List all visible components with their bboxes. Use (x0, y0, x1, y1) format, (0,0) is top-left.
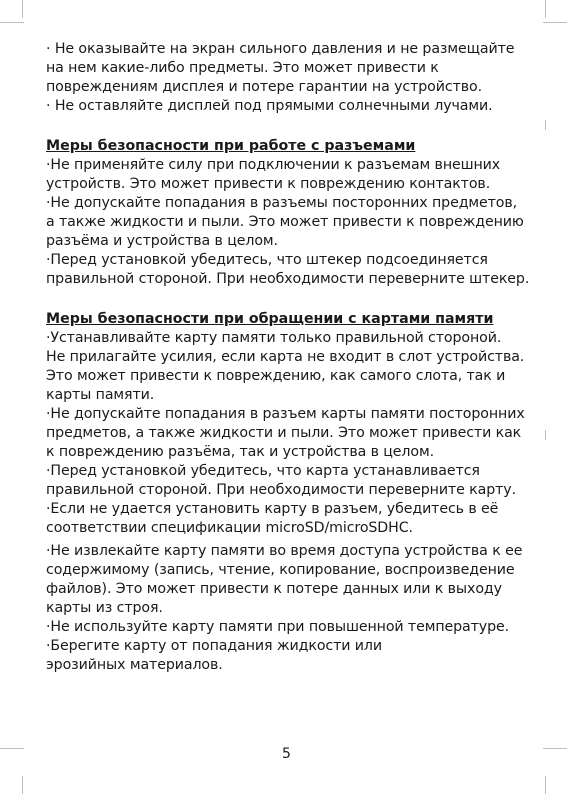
text-line: разъёма и устройства в целом. (46, 233, 278, 249)
section-display-safety (46, 40, 536, 116)
text-line: на нем какие-либо предметы. Это может привести к (46, 60, 439, 76)
page-number: 5 (282, 746, 291, 762)
text-line: устройств. Это может привести к повреждению контактов. (46, 176, 491, 192)
text-line: а также жидкости и пыли. Это может привести к повреждению (46, 214, 524, 230)
text-line: правильной стороной. При необходимости переверните карту. (46, 482, 516, 498)
text-line: ·Перед установкой убедитесь, что штекер подсоединяется (46, 252, 488, 268)
section-heading: Меры безопасности при работе с разъемами (46, 138, 416, 154)
crop-mark (22, 776, 23, 794)
text-line: карты памяти. (46, 387, 155, 403)
text-line: ·Не применяйте силу при подключении к разъемам внешних (46, 157, 501, 173)
crop-mark (545, 120, 546, 130)
crop-mark (545, 430, 546, 440)
text-line: Не прилагайте усилия, если карта не входит в слот устройства. (46, 349, 525, 365)
text-line: предметов, а также жидкости и пыли. Это может привести как (46, 425, 522, 441)
section-connectors (46, 137, 536, 289)
text-line: правильной стороной. При необходимости переверните штекер. (46, 271, 530, 287)
text-line: ·Не извлекайте карту памяти во время доступа устройства к ее (46, 543, 523, 559)
text-line: ·Берегите карту от попадания жидкости или (46, 638, 383, 654)
section-memory-cards (46, 310, 536, 675)
crop-mark (0, 22, 24, 23)
text-line: ·Устанавливайте карту памяти только правильной стороной. (46, 330, 502, 346)
text-line: · Не оказывайте на экран сильного давления и не размещайте (46, 41, 515, 57)
text-line: ·Перед установкой убедитесь, что карта устанавливается (46, 463, 480, 479)
text-line: ·Не допускайте попадания в разъемы посторонних предметов, (46, 195, 518, 211)
text-line: эрозийных материалов. (46, 657, 223, 673)
text-line: к повреждению разъёма, так и устройства в целом. (46, 444, 434, 460)
text-line: карты из строя. (46, 600, 163, 616)
page-content (46, 40, 536, 675)
text-line: ·Не допускайте попадания в разъем карты памяти посторонних (46, 406, 525, 422)
crop-mark (22, 0, 23, 18)
text-line: Это может привести к повреждению, как самого слота, так и (46, 368, 506, 384)
text-line: содержимому (запись, чтение, копирование, воспроизведение (46, 562, 515, 578)
text-line: соответствии спецификации microSD/microSDHC. (46, 520, 413, 536)
text-line: ·Если не удается установить карту в разъем, убедитесь в её (46, 501, 499, 517)
crop-mark (545, 776, 546, 794)
text-line: · Не оставляйте дисплей под прямыми солнечными лучами. (46, 98, 493, 114)
text-line: ·Не используйте карту памяти при повышенной температуре. (46, 619, 510, 635)
crop-mark (545, 0, 546, 18)
crop-mark (543, 22, 567, 23)
text-line: повреждениям дисплея и потере гарантии на устройство. (46, 79, 482, 95)
section-heading: Меры безопасности при обращении с картами памяти (46, 311, 494, 327)
text-line: файлов). Это может привести к потере данных или к выходу (46, 581, 502, 597)
